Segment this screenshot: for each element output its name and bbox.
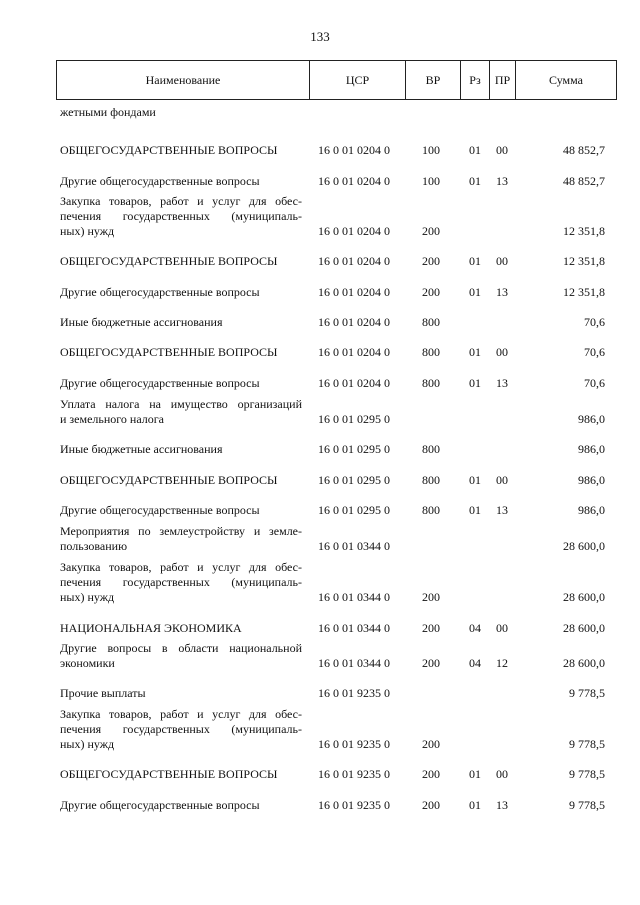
row-sum: 48 852,7 xyxy=(563,143,605,157)
row-pr: 13 xyxy=(496,503,508,517)
row-rz: 01 xyxy=(469,143,481,157)
row-rz: 04 xyxy=(469,621,481,635)
table-header xyxy=(56,60,617,100)
row-name-line: и земельного налога xyxy=(60,412,165,426)
row-name-line: Иные бюджетные ассигнования xyxy=(60,315,223,329)
row-sum: 986,0 xyxy=(578,473,605,487)
row-rz: 01 xyxy=(469,254,481,268)
row-sum: 12 351,8 xyxy=(563,224,605,238)
row-sum: 28 600,0 xyxy=(563,656,605,670)
row-sum: 9 778,5 xyxy=(569,767,605,781)
row-name xyxy=(60,473,302,488)
row-name xyxy=(60,707,302,752)
row-name-line: Иные бюджетные ассигнования xyxy=(60,442,223,456)
row-name-line: Другие общегосударственные вопросы xyxy=(60,376,260,390)
table-row xyxy=(60,767,605,782)
table-row xyxy=(60,798,605,813)
table-row xyxy=(60,315,605,330)
row-csr: 16 0 01 0204 0 xyxy=(318,345,390,359)
row-name-line: ОБЩЕГОСУДАРСТВЕННЫЕ ВОПРОСЫ xyxy=(60,143,278,157)
row-rz: 04 xyxy=(469,656,481,670)
row-rz: 01 xyxy=(469,767,481,781)
row-pr: 00 xyxy=(496,143,508,157)
row-csr: 16 0 01 0344 0 xyxy=(318,621,390,635)
page-number: 133 xyxy=(310,29,330,44)
row-name xyxy=(60,194,302,239)
row-vr: 800 xyxy=(422,315,440,329)
table-row xyxy=(60,345,605,360)
row-csr: 16 0 01 0344 0 xyxy=(318,539,390,553)
row-vr: 800 xyxy=(422,442,440,456)
table-row xyxy=(60,442,605,457)
row-name xyxy=(60,143,302,158)
row-name-line: ных) нужд xyxy=(60,224,115,238)
row-name-line: экономики xyxy=(60,656,115,670)
row-pr: 13 xyxy=(496,376,508,390)
row-sum: 986,0 xyxy=(578,442,605,456)
row-name-line: ных) нужд xyxy=(60,590,115,604)
row-name-line: печения государственных (муниципаль- xyxy=(60,575,302,589)
row-csr: 16 0 01 0204 0 xyxy=(318,174,390,188)
row-name-line: Другие общегосударственные вопросы xyxy=(60,174,260,188)
row-name xyxy=(60,345,302,360)
row-sum: 28 600,0 xyxy=(563,621,605,635)
row-csr: 16 0 01 9235 0 xyxy=(318,737,390,751)
row-name xyxy=(60,442,302,457)
header-csr: ЦСР xyxy=(310,61,406,99)
row-rz: 01 xyxy=(469,798,481,812)
row-csr: 16 0 01 0204 0 xyxy=(318,285,390,299)
row-csr: 16 0 01 0204 0 xyxy=(318,315,390,329)
row-vr: 800 xyxy=(422,345,440,359)
row-pr: 00 xyxy=(496,254,508,268)
row-sum: 70,6 xyxy=(584,345,605,359)
row-csr: 16 0 01 0204 0 xyxy=(318,376,390,390)
row-pr: 12 xyxy=(496,656,508,670)
row-rz: 01 xyxy=(469,174,481,188)
row-name xyxy=(60,254,302,269)
table-row xyxy=(60,397,605,427)
table-row xyxy=(60,503,605,518)
row-name xyxy=(60,503,302,518)
row-vr: 200 xyxy=(422,254,440,268)
row-name-line: печения государственных (муниципаль- xyxy=(60,209,302,223)
row-rz: 01 xyxy=(469,473,481,487)
row-sum: 986,0 xyxy=(578,503,605,517)
row-sum: 9 778,5 xyxy=(569,686,605,700)
table-row xyxy=(60,473,605,488)
row-vr: 200 xyxy=(422,767,440,781)
table-row xyxy=(60,641,605,671)
row-vr: 800 xyxy=(422,473,440,487)
table-row xyxy=(60,524,605,554)
row-pr: 13 xyxy=(496,174,508,188)
row-csr: 16 0 01 0295 0 xyxy=(318,412,390,426)
row-pr: 13 xyxy=(496,798,508,812)
row-sum: 48 852,7 xyxy=(563,174,605,188)
row-sum: 12 351,8 xyxy=(563,254,605,268)
row-name-line: Мероприятия по землеустройству и земле- xyxy=(60,524,302,538)
continuation-text: жетными фондами xyxy=(60,105,156,119)
row-name-line: НАЦИОНАЛЬНАЯ ЭКОНОМИКА xyxy=(60,621,242,635)
header-rz: Рз xyxy=(461,61,490,99)
table-row xyxy=(60,194,605,239)
row-name-line: Другие вопросы в области национальной xyxy=(60,641,302,655)
row-csr: 16 0 01 9235 0 xyxy=(318,767,390,781)
row-name xyxy=(60,285,302,300)
row-vr: 200 xyxy=(422,737,440,751)
row-name-line: ОБЩЕГОСУДАРСТВЕННЫЕ ВОПРОСЫ xyxy=(60,254,278,268)
row-vr: 200 xyxy=(422,798,440,812)
row-name xyxy=(60,621,302,636)
row-sum: 28 600,0 xyxy=(563,539,605,553)
row-vr: 100 xyxy=(422,174,440,188)
row-name xyxy=(60,397,302,427)
row-vr: 200 xyxy=(422,590,440,604)
row-name xyxy=(60,641,302,671)
row-vr: 200 xyxy=(422,656,440,670)
row-sum: 70,6 xyxy=(584,376,605,390)
row-name xyxy=(60,524,302,554)
row-rz: 01 xyxy=(469,503,481,517)
row-name xyxy=(60,767,302,782)
row-pr: 00 xyxy=(496,345,508,359)
row-csr: 16 0 01 0295 0 xyxy=(318,503,390,517)
row-name-line: ных) нужд xyxy=(60,737,115,751)
row-csr: 16 0 01 0344 0 xyxy=(318,656,390,670)
row-vr: 200 xyxy=(422,621,440,635)
row-name-line: ОБЩЕГОСУДАРСТВЕННЫЕ ВОПРОСЫ xyxy=(60,345,278,359)
row-csr: 16 0 01 0295 0 xyxy=(318,442,390,456)
row-rz: 01 xyxy=(469,285,481,299)
row-pr: 00 xyxy=(496,767,508,781)
row-name-line: Закупка товаров, работ и услуг для обес- xyxy=(60,707,302,721)
header-name: Наименование xyxy=(57,61,310,99)
row-csr: 16 0 01 0344 0 xyxy=(318,590,390,604)
table-row xyxy=(60,686,605,701)
row-name-line: Прочие выплаты xyxy=(60,686,146,700)
table-row xyxy=(60,707,605,752)
row-name xyxy=(60,560,302,605)
row-name xyxy=(60,376,302,391)
row-sum: 28 600,0 xyxy=(563,590,605,604)
header-pr: ПР xyxy=(490,61,516,99)
row-pr: 00 xyxy=(496,473,508,487)
row-csr: 16 0 01 9235 0 xyxy=(318,798,390,812)
row-name xyxy=(60,315,302,330)
row-pr: 13 xyxy=(496,285,508,299)
row-csr: 16 0 01 0295 0 xyxy=(318,473,390,487)
row-name xyxy=(60,798,302,813)
row-sum: 9 778,5 xyxy=(569,798,605,812)
table-row xyxy=(60,621,605,636)
row-name-line: Другие общегосударственные вопросы xyxy=(60,285,260,299)
row-sum: 12 351,8 xyxy=(563,285,605,299)
row-vr: 800 xyxy=(422,376,440,390)
row-name-line: Уплата налога на имущество организаций xyxy=(60,397,302,411)
table-row xyxy=(60,174,605,189)
header-vr: ВР xyxy=(406,61,461,99)
row-sum: 70,6 xyxy=(584,315,605,329)
row-csr: 16 0 01 0204 0 xyxy=(318,143,390,157)
row-name xyxy=(60,174,302,189)
row-vr: 100 xyxy=(422,143,440,157)
row-csr: 16 0 01 0204 0 xyxy=(318,224,390,238)
row-rz: 01 xyxy=(469,376,481,390)
row-csr: 16 0 01 0204 0 xyxy=(318,254,390,268)
row-vr: 200 xyxy=(422,285,440,299)
row-sum: 986,0 xyxy=(578,412,605,426)
row-vr: 200 xyxy=(422,224,440,238)
row-rz: 01 xyxy=(469,345,481,359)
header-sum: Сумма xyxy=(549,72,583,87)
table-row xyxy=(60,254,605,269)
row-name-line: Закупка товаров, работ и услуг для обес- xyxy=(60,194,302,208)
row-name-line: ОБЩЕГОСУДАРСТВЕННЫЕ ВОПРОСЫ xyxy=(60,767,278,781)
row-name-line: Закупка товаров, работ и услуг для обес- xyxy=(60,560,302,574)
row-name-line: пользованию xyxy=(60,539,128,553)
table-row xyxy=(60,376,605,391)
table-row xyxy=(60,143,605,158)
row-name-line: печения государственных (муниципаль- xyxy=(60,722,302,736)
table-row xyxy=(60,285,605,300)
row-sum: 9 778,5 xyxy=(569,737,605,751)
row-name xyxy=(60,686,302,701)
row-name-line: Другие общегосударственные вопросы xyxy=(60,798,260,812)
row-name-line: Другие общегосударственные вопросы xyxy=(60,503,260,517)
row-csr: 16 0 01 9235 0 xyxy=(318,686,390,700)
row-name-line: ОБЩЕГОСУДАРСТВЕННЫЕ ВОПРОСЫ xyxy=(60,473,278,487)
row-pr: 00 xyxy=(496,621,508,635)
row-vr: 800 xyxy=(422,503,440,517)
table-row xyxy=(60,560,605,605)
